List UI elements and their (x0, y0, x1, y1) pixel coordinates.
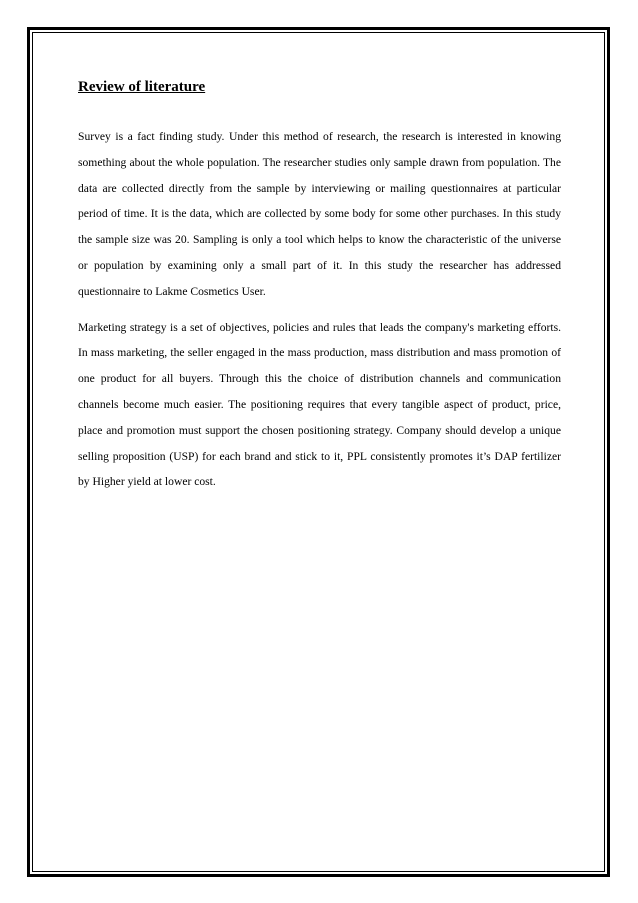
page-content (78, 76, 561, 505)
section-heading: Review of literature (78, 79, 206, 95)
paragraph-survey: Survey is a fact finding study. Under this method of research, the research is interested in knowing something about the whole population. The researcher studies only sample drawn from population. The data are collected directly from the sample by interviewing or mailing questionnaires at particular period of time. It is the data, which are collected by some body for some other purchases. In this study the sample size was 20. Sampling is only a tool which helps to know the characteristic of the universe or population by examining only a small part of it. In this study the researcher has addressed questionnaire to Lakme Cosmetics User. (78, 130, 561, 298)
paragraph-marketing-strategy: Marketing strategy is a set of objectives, policies and rules that leads the company's marketing efforts. In mass marketing, the seller engaged in the mass production, mass distribution and mass promotion of one product for all buyers. Through this the choice of distribution channels and communication channels become much easier. The positioning requires that every tangible aspect of product, price, place and promotion must support the chosen positioning strategy. Company should develop a unique selling proposition (USP) for each brand and stick to it, PPL consistently promotes it’s DAP fertilizer by Higher yield at lower cost. (78, 320, 561, 489)
